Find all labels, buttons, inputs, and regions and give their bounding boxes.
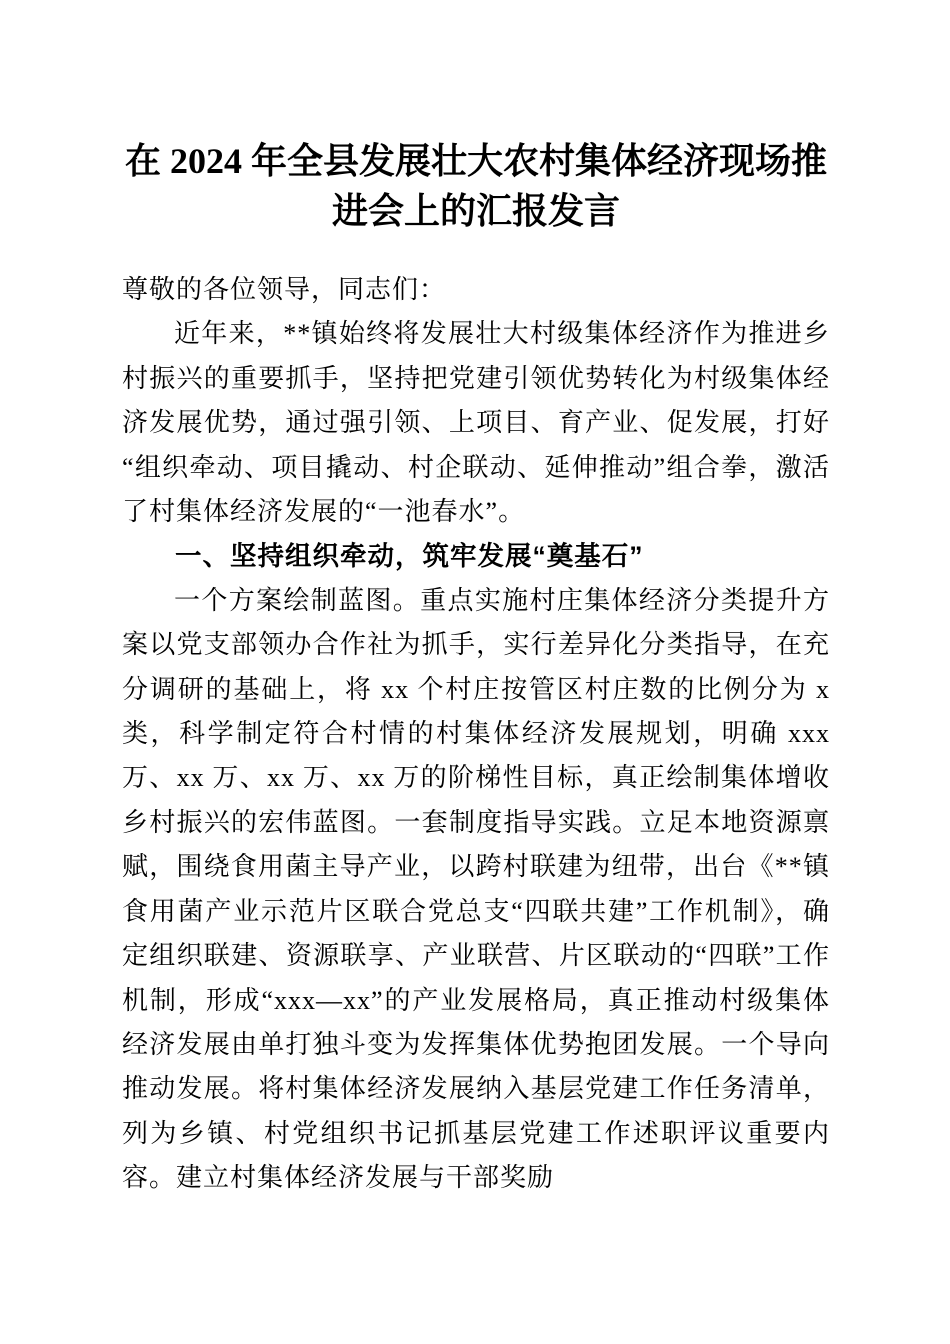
document-body: [122, 268, 830, 1201]
document-title-line-2: 进会上的汇报发言: [331, 191, 620, 231]
salutation: 尊敬的各位领导，同志们：: [122, 275, 447, 304]
section-1-paragraph: 一个方案绘制蓝图。重点实施村庄集体经济分类提升方案以党支部领办合作社为抓手，实行差异化分类指导，在充分调研的基础上，将 xx 个村庄按管区村庄数的比例分为 x 类，科学制定符合村情的村集体经济发展规划，明确 xxx 万、xx 万、xx 万、xx 万的阶梯性目标，真正绘制集体增收乡村振兴的宏伟蓝图。一套制度指导实践。立足本地资源禀赋，围绕食用菌主导产业，以跨村联建为纽带，出台《**镇食用菌产业示范片区联合党总支“四联共建”工作机制》，确定组织联建、资源联享、产业联营、片区联动的“四联”工作机制，形成“xxx—xx”的产业发展格局，真正推动村级集体经济发展由单打独斗变为发挥集体优势抱团发展。一个导向推动发展。将村集体经济发展纳入基层党建工作任务清单，列为乡镇、村党组织书记抓基层党建工作述职评议重要内容。建立村集体经济发展与干部奖励: [122, 585, 830, 1193]
document-title-line-1: 在 2024 年全县发展壮大农村集体经济现场推: [124, 141, 827, 181]
section-1-heading: 一、坚持组织牵动，筑牢发展“奠基石”: [175, 541, 644, 572]
document-title: [122, 136, 830, 236]
intro-paragraph: 近年来，**镇始终将发展壮大村级集体经济作为推进乡村振兴的重要抓手，坚持把党建引领优势转化为村级集体经济发展优势，通过强引领、上项目、育产业、促发展，打好“组织牵动、项目撬动、村企联动、延伸推动”组合拳，激活了村集体经济发展的“一池春水”。: [122, 319, 830, 527]
